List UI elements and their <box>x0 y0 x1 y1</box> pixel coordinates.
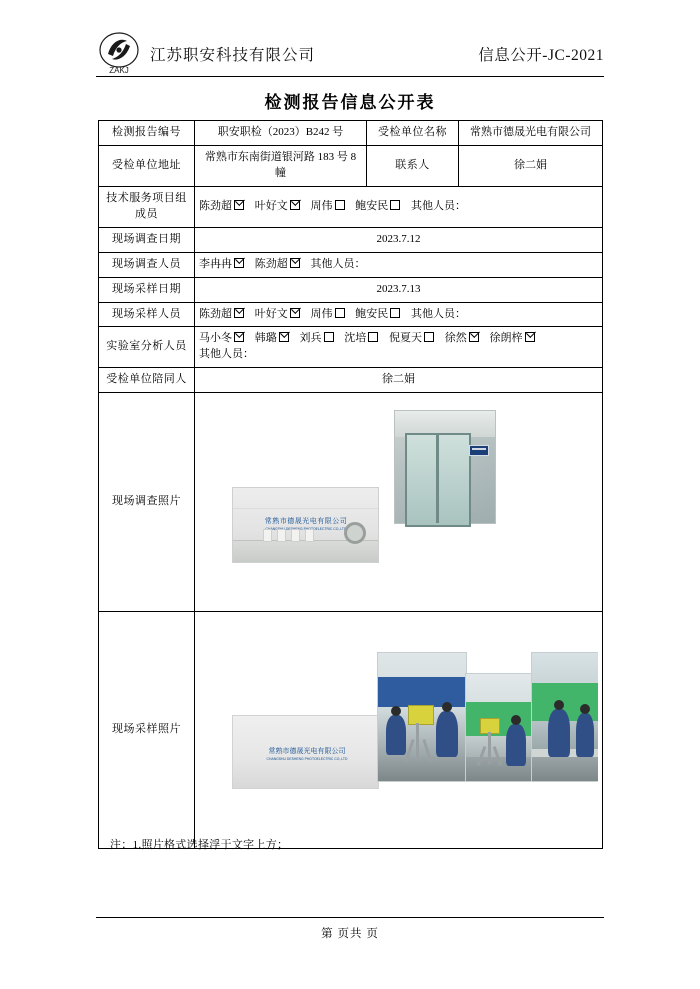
member-item <box>255 199 301 215</box>
member-name: 周伟 <box>310 307 333 320</box>
member-name: 徐朗梓 <box>489 332 523 345</box>
info-table <box>98 120 603 849</box>
member-item <box>490 331 536 347</box>
sampling-photo-label: 现场采样照片 <box>99 612 195 849</box>
sampling-banner-en: CHANGSHU DESHENG PHOTOELECTRIC CO.,LTD <box>266 757 348 762</box>
survey-date-label: 现场调查日期 <box>99 227 195 252</box>
wall-panel <box>378 677 466 707</box>
sample-object <box>305 529 314 542</box>
report-no-label: 检测报告编号 <box>99 121 195 146</box>
checkbox-icon[interactable] <box>234 258 244 268</box>
team-other-label: 其他人员： <box>411 199 466 212</box>
lab-persons-cell <box>195 327 603 368</box>
survey-person-label: 现场调查人员 <box>99 252 195 277</box>
checkbox-icon[interactable] <box>290 308 300 318</box>
tripod-leg <box>416 723 419 761</box>
member-item <box>199 331 245 347</box>
worker-figure <box>548 709 570 757</box>
sampling-date-label: 现场采样日期 <box>99 277 195 302</box>
worker-head <box>442 702 452 712</box>
member-item <box>199 257 245 273</box>
page-footer: 第 页共 页 <box>321 928 379 940</box>
sampling-person-label: 现场采样人员 <box>99 302 195 327</box>
floor <box>532 757 598 781</box>
member-item <box>199 307 245 323</box>
survey-persons-cell <box>195 252 603 277</box>
sampling-banner <box>251 746 363 764</box>
client-label: 受检单位名称 <box>367 121 459 146</box>
member-item <box>389 331 435 347</box>
sampling-banner-text: 常熟市德晟光电有限公司 <box>268 748 346 756</box>
member-item <box>199 199 245 215</box>
checkbox-icon[interactable] <box>290 258 300 268</box>
table-row <box>99 186 603 227</box>
checkbox-icon[interactable] <box>368 332 378 342</box>
survey-photo-area <box>199 397 598 607</box>
survey-photo-corridor <box>394 410 496 524</box>
checkbox-icon[interactable] <box>390 308 400 318</box>
checkbox-icon[interactable] <box>234 332 244 342</box>
member-name: 叶好文 <box>254 307 288 320</box>
member-item <box>445 331 480 347</box>
svg-text:ZAKJ: ZAKJ <box>109 66 129 75</box>
member-name: 韩璐 <box>254 332 277 345</box>
worker-figure <box>386 715 406 755</box>
tripod-leg <box>488 732 491 764</box>
member-name: 鲍安民 <box>355 307 389 320</box>
sample-object <box>291 529 300 542</box>
table-row <box>99 368 603 393</box>
sampling-other-label: 其他人员： <box>411 307 466 320</box>
member-name: 陈劲超 <box>199 199 232 212</box>
member-item <box>311 199 346 215</box>
checkbox-icon[interactable] <box>335 308 345 318</box>
member-name: 鲍安民 <box>355 199 389 212</box>
sampling-persons-cell <box>195 302 603 327</box>
table-row <box>99 327 603 368</box>
checkbox-icon[interactable] <box>290 200 300 210</box>
page-title: 检测报告信息公开表 <box>264 93 436 112</box>
sample-object <box>263 529 272 542</box>
company-name: 江苏职安科技有限公司 <box>150 47 316 64</box>
sampling-photo-workshop-1 <box>377 652 467 782</box>
member-name: 倪夏天 <box>389 332 422 345</box>
worker-figure <box>436 711 458 757</box>
member-item <box>355 199 401 215</box>
worker-figure <box>506 724 526 766</box>
client-value: 常熟市德晟光电有限公司 <box>459 121 603 146</box>
table-row-sampling-photo <box>99 612 603 849</box>
sampling-photo-cell <box>195 612 603 849</box>
table-row <box>99 252 603 277</box>
page-header <box>96 28 604 80</box>
member-name: 李冉冉 <box>199 257 232 270</box>
member-name: 周伟 <box>310 199 333 212</box>
table-row <box>99 145 603 186</box>
floor <box>378 757 466 781</box>
checkbox-icon[interactable] <box>390 200 400 210</box>
table-row <box>99 227 603 252</box>
member-item <box>255 307 301 323</box>
checkbox-icon[interactable] <box>424 332 434 342</box>
wall-sign <box>469 445 489 456</box>
table-row <box>99 121 603 146</box>
table-row <box>99 277 603 302</box>
company-logo-icon <box>96 32 142 76</box>
worker-head <box>580 704 590 714</box>
address-label: 受检单位地址 <box>99 145 195 186</box>
report-no-value: 职安职检（2023）B242 号 <box>195 121 367 146</box>
sampling-photo-lobby <box>232 715 379 789</box>
checkbox-icon[interactable] <box>234 200 244 210</box>
team-label: 技术服务项目组成员 <box>99 186 195 227</box>
table-row <box>99 302 603 327</box>
member-item <box>255 257 301 273</box>
worker-figure <box>576 713 594 757</box>
door-divider <box>436 433 439 523</box>
checkbox-icon[interactable] <box>469 332 479 342</box>
survey-banner-text: 常熟市德晟光电有限公司 <box>264 518 348 526</box>
sample-object <box>277 529 286 542</box>
member-item <box>355 307 401 323</box>
accompany-value: 徐二娟 <box>195 368 603 393</box>
checkbox-icon[interactable] <box>279 332 289 342</box>
sampling-photo-workshop-2 <box>465 673 533 782</box>
sampling-instrument <box>408 705 434 725</box>
checkbox-icon[interactable] <box>324 332 334 342</box>
contact-label: 联系人 <box>367 145 459 186</box>
survey-date-value: 2023.7.12 <box>195 227 603 252</box>
survey-banner-en: CHANGSHU PHOTOELECTRIC CO.,LTD <box>265 527 347 532</box>
document-code: 信息公开-JC-2021 <box>478 47 604 64</box>
lab-persons-line1 <box>199 331 598 347</box>
sampling-photo-area <box>199 616 598 844</box>
contact-value: 徐二娟 <box>459 145 603 186</box>
survey-other-label: 其他人员： <box>310 257 366 270</box>
worker-head <box>511 715 521 725</box>
header-left <box>96 32 315 76</box>
checkbox-icon[interactable] <box>234 308 244 318</box>
checkbox-icon[interactable] <box>335 200 345 210</box>
sampling-photo-workshop-3 <box>531 652 598 782</box>
survey-photo-lobby <box>232 487 379 563</box>
notes-text: 注：1.照片格式选择浮于文字上方； <box>110 839 289 851</box>
member-name: 马小冬 <box>199 332 232 345</box>
member-name: 陈劲超 <box>254 257 288 270</box>
footer-divider <box>96 917 604 918</box>
header-divider <box>96 76 604 77</box>
team-members-cell <box>195 186 603 227</box>
lab-person-label: 实验室分析人员 <box>99 327 195 368</box>
member-item <box>311 307 346 323</box>
member-name: 陈劲超 <box>199 307 232 320</box>
member-name: 叶好文 <box>254 199 288 212</box>
survey-photo-label: 现场调查照片 <box>99 393 195 612</box>
member-name: 刘兵 <box>299 332 322 345</box>
address-value: 常熟市东南街道银河路 183 号 8 幢 <box>195 145 367 186</box>
member-item <box>255 331 290 347</box>
member-item <box>344 331 379 347</box>
survey-photo-cell <box>195 393 603 612</box>
worker-head <box>554 700 564 710</box>
member-name: 徐然 <box>444 332 467 345</box>
worker-head <box>391 706 401 716</box>
table-row-survey-photo <box>99 393 603 612</box>
member-item <box>300 331 335 347</box>
wall-line <box>233 508 378 509</box>
lab-other-label: 其他人员： <box>199 348 254 361</box>
accompany-label: 受检单位陪同人 <box>99 368 195 393</box>
member-name: 沈培 <box>344 332 367 345</box>
sampling-date-value: 2023.7.13 <box>195 277 603 302</box>
checkbox-icon[interactable] <box>525 332 535 342</box>
